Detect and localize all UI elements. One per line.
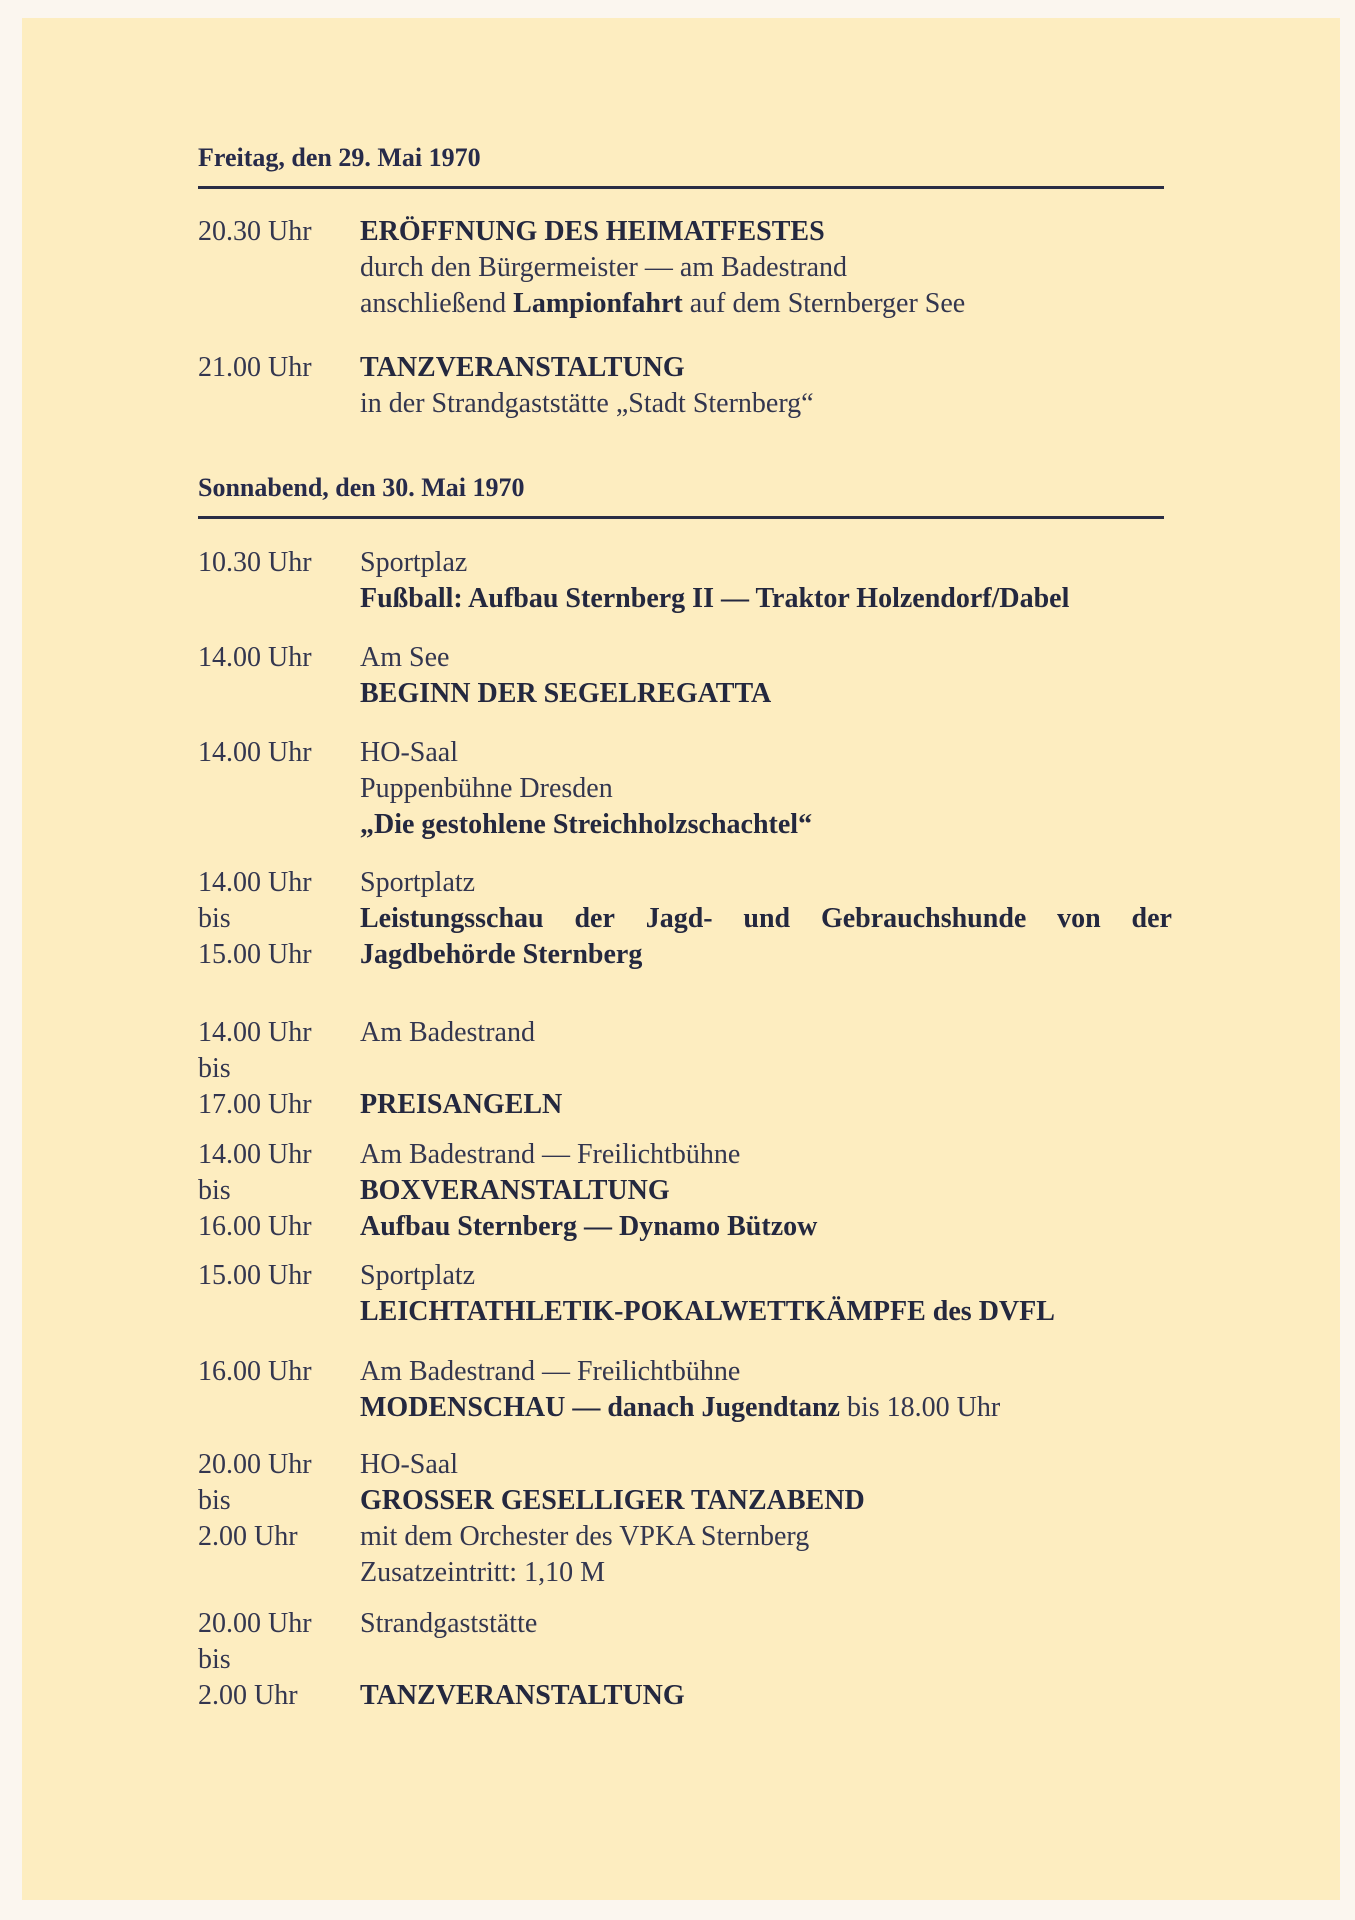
event-time: 14.00 Uhr — [198, 1017, 312, 1048]
program-entry — [198, 1447, 1198, 1591]
event-time: 15.00 Uhr — [198, 939, 312, 970]
event-time: 14.00 Uhr — [198, 642, 312, 673]
event-text: durch den Bürgermeister — am Badestrand — [360, 252, 848, 283]
event-text-word: der — [574, 903, 615, 934]
program-entry — [198, 545, 1198, 617]
event-text: Aufbau Sternberg — Dynamo Bützow — [360, 1211, 818, 1242]
event-text: Am Badestrand — [360, 1017, 535, 1048]
event-text: Sportplatz — [360, 867, 476, 898]
event-time: 10.30 Uhr — [198, 547, 312, 578]
event-text: PREISANGELN — [360, 1089, 563, 1120]
event-text: in der Strandgaststätte „Stadt Sternberg“ — [360, 388, 814, 419]
event-text: TANZVERANSTALTUNG — [360, 352, 685, 383]
event-text — [360, 901, 1172, 937]
event-text: TANZVERANSTALTUNG — [360, 1680, 685, 1711]
event-time: 14.00 Uhr — [198, 737, 312, 768]
event-text-part: auf dem Sternberger See — [682, 288, 966, 319]
event-text: Sportplatz — [360, 1260, 476, 1291]
program-entry — [198, 1606, 1198, 1714]
day-heading-saturday: Sonnabend, den 30. Mai 1970 — [198, 473, 525, 502]
program-entry — [198, 1354, 1198, 1426]
event-text: Sportplaz — [360, 547, 468, 578]
event-text: Strandgaststätte — [360, 1608, 538, 1639]
event-time: 2.00 Uhr — [198, 1680, 298, 1711]
event-text: ERÖFFNUNG DES HEIMATFESTES — [360, 216, 825, 247]
event-time: 2.00 Uhr — [198, 1521, 298, 1552]
event-time: 14.00 Uhr — [198, 1139, 312, 1170]
program-entry — [198, 350, 1198, 422]
event-text-part: anschließend — [360, 288, 514, 319]
event-time: 16.00 Uhr — [198, 1211, 312, 1242]
event-time: 16.00 Uhr — [198, 1356, 312, 1387]
program-entry — [198, 640, 1198, 712]
program-entry — [198, 1258, 1198, 1330]
event-time: bis — [198, 1644, 231, 1675]
event-text: Jagdbehörde Sternberg — [360, 939, 643, 970]
day-heading-friday: Freitag, den 29. Mai 1970 — [198, 143, 481, 172]
event-text: Am Badestrand — Freilichtbühne — [360, 1139, 741, 1170]
event-time: 21.00 Uhr — [198, 352, 312, 383]
event-text-word: Gebrauchshunde — [820, 903, 1027, 934]
event-text: Zusatzeintritt: 1,10 M — [360, 1557, 605, 1588]
event-text: BOXVERANSTALTUNG — [360, 1175, 670, 1206]
event-time: 20.00 Uhr — [198, 1449, 312, 1480]
program-sheet — [22, 18, 1340, 1900]
divider — [198, 516, 1164, 519]
event-time: 17.00 Uhr — [198, 1089, 312, 1120]
event-text-word: von — [1057, 903, 1101, 934]
event-text: Fußball: Aufbau Sternberg II — Traktor Holzendorf/Dabel — [360, 583, 1070, 614]
event-text-word: und — [743, 903, 791, 934]
event-text: BEGINN DER SEGELREGATTA — [360, 678, 772, 709]
event-time: bis — [198, 1175, 231, 1206]
event-text: „Die gestohlene Streichholzschachtel“ — [360, 809, 813, 840]
event-text-word: der — [1131, 903, 1172, 934]
event-text — [360, 286, 965, 322]
program-entry — [198, 1015, 1198, 1123]
event-text: GROSSER GESELLIGER TANZABEND — [360, 1485, 865, 1516]
event-time: bis — [198, 903, 231, 934]
event-time: bis — [198, 1053, 231, 1084]
event-text-word: Leistungsschau — [360, 903, 544, 934]
event-text-part: Lampionfahrt — [513, 288, 683, 319]
event-time: 14.00 Uhr — [198, 867, 312, 898]
program-entry — [198, 1137, 1198, 1245]
event-text-part: MODENSCHAU — danach Jugendtanz — [360, 1392, 840, 1423]
event-text: Am See — [360, 642, 450, 673]
divider — [198, 186, 1164, 189]
event-text: mit dem Orchester des VPKA Sternberg — [360, 1521, 810, 1552]
event-time: 20.00 Uhr — [198, 1608, 312, 1639]
event-text: LEICHTATHLETIK-POKALWETTKÄMPFE des DVFL — [360, 1296, 1055, 1327]
event-time: bis — [198, 1485, 231, 1516]
event-time: 15.00 Uhr — [198, 1260, 312, 1291]
event-text: HO-Saal — [360, 737, 458, 768]
program-entry — [198, 214, 1198, 322]
program-entry — [198, 865, 1198, 973]
event-time: 20.30 Uhr — [198, 216, 312, 247]
event-text: Puppenbühne Dresden — [360, 773, 613, 804]
event-text-part: bis 18.00 Uhr — [839, 1392, 1001, 1423]
event-text: Am Badestrand — Freilichtbühne — [360, 1356, 741, 1387]
event-text — [360, 1390, 1000, 1426]
event-text-word: Jagd- — [645, 903, 713, 934]
event-text: HO-Saal — [360, 1449, 458, 1480]
program-entry — [198, 735, 1198, 843]
